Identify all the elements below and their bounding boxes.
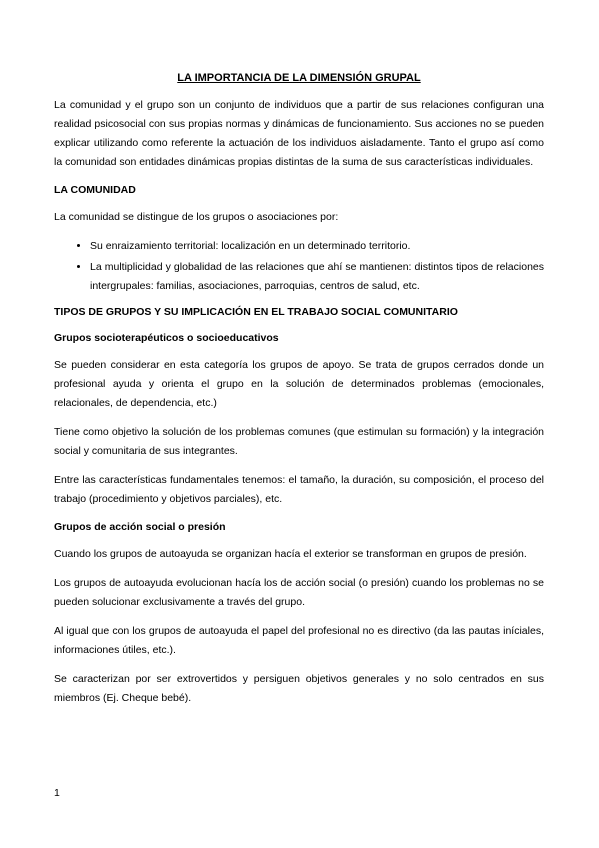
page-number: 1 [54, 787, 60, 799]
paragraph: Se pueden considerar en esta categoría los grupos de apoyo. Se trata de grupos cerrados donde un profesional ayuda y orienta el grupo en la solución de determinados problemas (emocionales, relacionales, de dependencia, etc.) [54, 359, 544, 409]
section-heading-tipos: TIPOS DE GRUPOS Y SU IMPLICACIÓN EN EL TRABAJO SOCIAL COMUNITARIO [54, 306, 458, 318]
document-title: LA IMPORTANCIA DE LA DIMENSIÓN GRUPAL [177, 72, 421, 84]
page-content [54, 70, 544, 718]
paragraph: Cuando los grupos de autoayuda se organizan hacía el exterior se transforman en grupos de presión. [54, 548, 527, 560]
subheading-accion-social: Grupos de acción social o presión [54, 521, 226, 533]
intro-paragraph: La comunidad y el grupo son un conjunto de individuos que a partir de sus relaciones configuran una realidad psicosocial con sus propias normas y dinámicas de funcionamiento. Sus acciones no se pueden explicar utilizando como referente la actuación de los individuos aisladamente. Tanto el grupo así como la comunidad son entidades dinámicas propias distintas de la suma de sus características individuales. [54, 99, 544, 168]
paragraph: Al igual que con los grupos de autoayuda el papel del profesional no es directivo (da las pautas iníciales, informaciones útiles, etc.). [54, 625, 544, 656]
comunidad-bullet-list [54, 237, 544, 296]
paragraph: Tiene como objetivo la solución de los problemas comunes (que estimulan su formación) y la integración social y comunitaria de sus integrantes. [54, 426, 544, 457]
subheading-socioterapeuticos: Grupos socioterapéuticos o socioeducativos [54, 332, 279, 344]
paragraph: Se caracterizan por ser extrovertidos y persiguen objetivos generales y no solo centrados en sus miembros (Ej. Cheque bebé). [54, 673, 544, 704]
paragraph: Los grupos de autoayuda evolucionan hacía los de acción social (o presión) cuando los problemas no se pueden solucionar exclusivamente a través del grupo. [54, 577, 544, 608]
section-heading-comunidad: LA COMUNIDAD [54, 184, 136, 196]
comunidad-lead: La comunidad se distingue de los grupos o asociaciones por: [54, 211, 339, 223]
paragraph: Entre las características fundamentales tenemos: el tamaño, la duración, su composición, el proceso del trabajo (procedimiento y objetivos parciales), etc. [54, 474, 544, 505]
bullet-item: • Su enraizamiento territorial: localización en un determinado territorio. [90, 237, 544, 256]
bullet-item: • La multiplicidad y globalidad de las relaciones que ahí se mantienen: distintos tipos de relaciones intergrupales: familias, asociaciones, parroquias, centros de salud, etc. [90, 258, 544, 296]
